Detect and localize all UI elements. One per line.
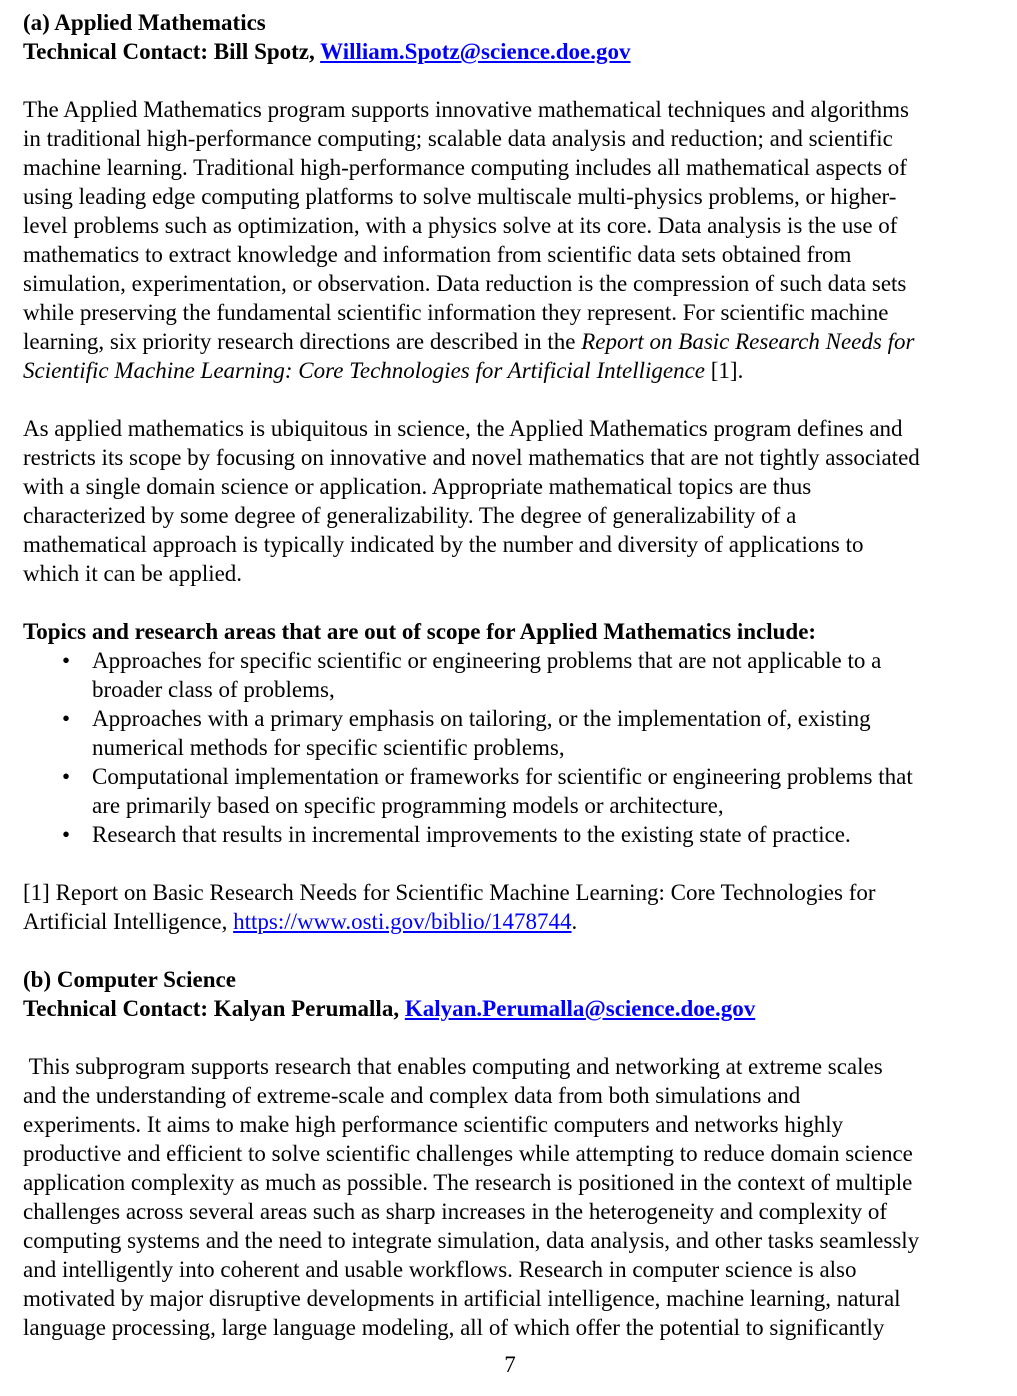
text-line — [23, 414, 997, 443]
bullet-item — [23, 762, 997, 820]
text-run: restricts its scope by focusing on innovative and novel mathematics that are not tightly associated — [23, 445, 920, 470]
text-line — [92, 675, 997, 704]
text-run: Approaches for specific scientific or engineering problems that are not applicable to a — [92, 648, 882, 673]
text-run: machine learning. Traditional high-performance computing includes all mathematical aspects of — [23, 155, 907, 180]
section-b-title: (b) Computer Science — [23, 967, 236, 992]
text-run: characterized by some degree of generalizability. The degree of generalizability of a — [23, 503, 797, 528]
text-run: in traditional high-performance computing; scalable data analysis and reduction; and scientific — [23, 126, 893, 151]
text-line — [23, 1081, 997, 1110]
text-line — [23, 95, 997, 124]
text-run: simulation, experimentation, or observation. Data reduction is the compression of such data sets — [23, 271, 907, 296]
text-line — [23, 1197, 997, 1226]
section-a-contact-line — [23, 37, 997, 66]
section-b-heading-block — [23, 965, 997, 1023]
text-run: This subprogram supports research that enables computing and networking at extreme scales — [23, 1054, 883, 1079]
text-run: broader class of problems, — [92, 677, 335, 702]
text-line — [23, 472, 997, 501]
section-a-paragraph-1 — [23, 95, 997, 385]
section-b-contact-label: Technical Contact: Kalyan Perumalla, — [23, 996, 405, 1021]
text-run: experiments. It aims to make high performance scientific computers and networks highly — [23, 1112, 844, 1137]
out-of-scope-bullet-list — [23, 646, 997, 849]
text-run: Computational implementation or frameworks for scientific or engineering problems that — [92, 764, 913, 789]
text-line — [23, 1255, 997, 1284]
text-line — [92, 733, 997, 762]
section-a-contact-email-link[interactable]: William.Spotz@science.doe.gov — [320, 39, 631, 64]
reference-1-block — [23, 878, 997, 936]
text-run: which it can be applied. — [23, 561, 243, 586]
text-line — [23, 153, 997, 182]
bullet-item — [23, 820, 997, 849]
bullet-icon: • — [62, 648, 71, 673]
text-line — [23, 298, 997, 327]
bullet-item — [23, 704, 997, 762]
text-line — [92, 820, 997, 849]
text-run: [1]. — [705, 358, 744, 383]
text-line — [23, 124, 997, 153]
bullet-icon: • — [62, 822, 71, 847]
text-line — [23, 501, 997, 530]
section-a-contact-label: Technical Contact: Bill Spotz, — [23, 39, 321, 64]
text-run: and the understanding of extreme-scale and complex data from both simulations and — [23, 1083, 801, 1108]
text-run: numerical methods for specific scientific problems, — [92, 735, 565, 760]
text-line — [23, 1226, 997, 1255]
out-of-scope-heading: Topics and research areas that are out of scope for Applied Mathematics include: — [23, 619, 817, 644]
reference-1-suffix: . — [571, 909, 578, 934]
text-line — [23, 1110, 997, 1139]
reference-1-line-1 — [23, 878, 997, 907]
section-a-heading-block — [23, 8, 997, 66]
text-line — [23, 530, 997, 559]
reference-1-line-2 — [23, 907, 997, 936]
section-a-title: (a) Applied Mathematics — [23, 10, 266, 35]
bullet-item — [23, 646, 997, 704]
text-line — [23, 1284, 997, 1313]
section-a-paragraph-2 — [23, 414, 997, 588]
text-run: learning, six priority research directions are described in the — [23, 329, 582, 354]
text-line — [23, 182, 997, 211]
text-line — [92, 791, 997, 820]
text-line — [92, 762, 997, 791]
text-line — [23, 1139, 997, 1168]
text-line — [23, 356, 997, 385]
bullet-icon: • — [62, 764, 71, 789]
text-line — [23, 327, 997, 356]
text-run: As applied mathematics is ubiquitous in science, the Applied Mathematics program defines and — [23, 416, 903, 441]
text-run: while preserving the fundamental scientific information they represent. For scientific machine — [23, 300, 889, 325]
text-line — [92, 646, 997, 675]
text-line — [23, 443, 997, 472]
text-run: and intelligently into coherent and usable workflows. Research in computer science is also — [23, 1257, 857, 1282]
text-line — [23, 240, 997, 269]
text-line — [23, 269, 997, 298]
text-run: productive and efficient to solve scientific challenges while attempting to reduce domain science — [23, 1141, 913, 1166]
bullet-icon: • — [62, 706, 71, 731]
text-run: language processing, large language modeling, all of which offer the potential to significantly — [23, 1315, 885, 1340]
text-run: with a single domain science or application. Appropriate mathematical topics are thus — [23, 474, 812, 499]
reference-1-url-link[interactable]: https://www.osti.gov/biblio/1478744 — [233, 909, 572, 934]
text-line — [23, 1313, 997, 1342]
text-line — [23, 1052, 997, 1081]
page-number: 7 — [504, 1352, 516, 1377]
section-b-contact-email-link[interactable]: Kalyan.Perumalla@science.doe.gov — [404, 996, 756, 1021]
italic-text-run: Report on Basic Research Needs for — [581, 329, 915, 354]
text-line — [23, 1168, 997, 1197]
text-run: are primarily based on specific programming models or architecture, — [92, 793, 724, 818]
text-run: challenges across several areas such as sharp increases in the heterogeneity and complexity of — [23, 1199, 888, 1224]
text-line — [23, 559, 997, 588]
text-run: Research that results in incremental improvements to the existing state of practice. — [92, 822, 851, 847]
text-line — [92, 704, 997, 733]
italic-text-run: Scientific Machine Learning: Core Technologies for Artificial Intelligence — [23, 358, 706, 383]
reference-1-prefix: Artificial Intelligence, — [23, 909, 234, 934]
text-run: computing systems and the need to integrate simulation, data analysis, and other tasks seamlessly — [23, 1228, 920, 1253]
text-run: using leading edge computing platforms to solve multiscale multi-physics problems, or higher- — [23, 184, 897, 209]
text-run: mathematical approach is typically indicated by the number and diversity of applications to — [23, 532, 864, 557]
section-b-paragraph-1 — [23, 1052, 997, 1342]
text-line — [23, 211, 997, 240]
text-run: The Applied Mathematics program supports innovative mathematical techniques and algorithms — [23, 97, 909, 122]
text-run: Approaches with a primary emphasis on tailoring, or the implementation of, existing — [92, 706, 871, 731]
text-run: application complexity as much as possible. The research is positioned in the context of multiple — [23, 1170, 913, 1195]
section-b-contact-line — [23, 994, 997, 1023]
reference-1-text: [1] Report on Basic Research Needs for Scientific Machine Learning: Core Technologies for — [23, 880, 876, 905]
text-run: level problems such as optimization, with a physics solve at its core. Data analysis is the use of — [23, 213, 898, 238]
text-run: motivated by major disruptive developments in artificial intelligence, machine learning, natural — [23, 1286, 901, 1311]
text-run: mathematics to extract knowledge and information from scientific data sets obtained from — [23, 242, 852, 267]
